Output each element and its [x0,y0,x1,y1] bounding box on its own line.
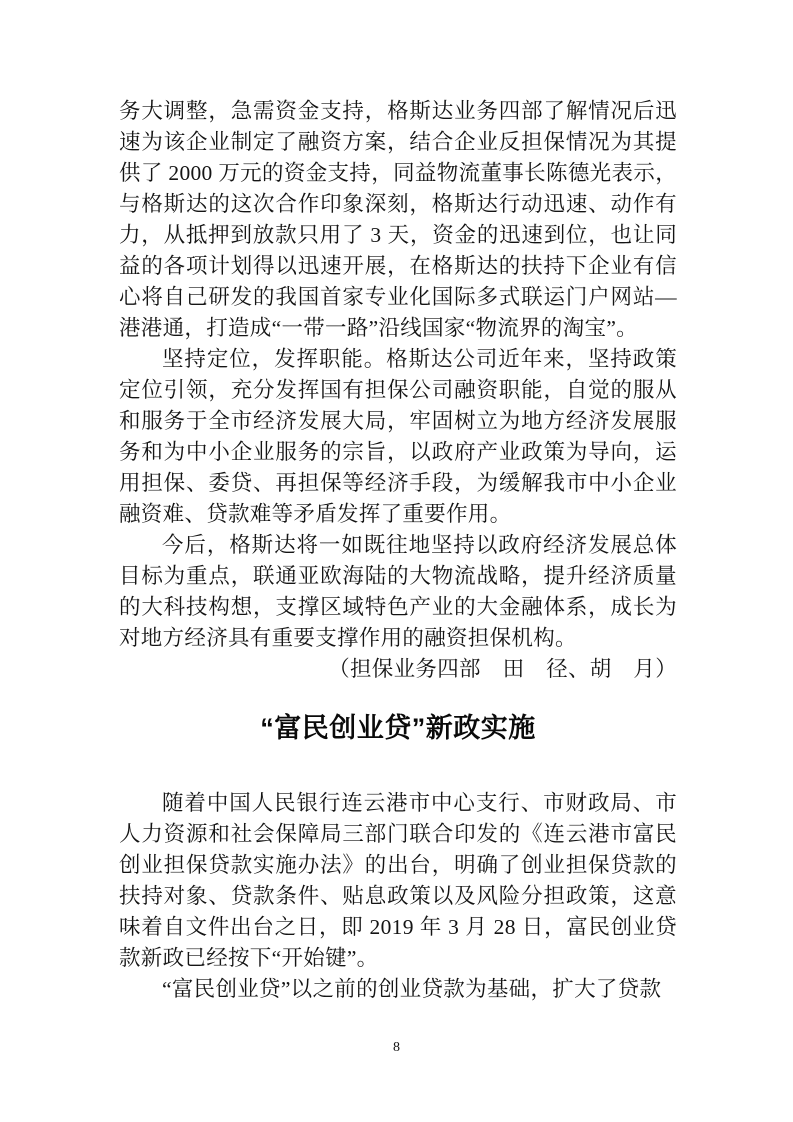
paragraph-continued-2: 坚持定位，发挥职能。格斯达公司近年来，坚持政策定位引领，充分发挥国有担保公司融资职能，自觉的服从和服务于全市经济发展大局，牢固树立为地方经济发展服务和为中小企业服务的宗旨，以政府产业政策为导向，运用担保、委贷、再担保等经济手段，为缓解我市中小企业融资难、贷款难等矛盾发挥了重要作用。 [119,347,677,526]
paragraph-fumin-2: “富民创业贷”以之前的创业贷款为基础，扩大了贷款 [162,977,662,1001]
paragraph-fumin-1: 随着中国人民银行连云港市中心支行、市财政局、市人力资源和社会保障局三部门联合印发的《连云港市富民创业担保贷款实施办法》的出台，明确了创业担保贷款的扶持对象、贷款条件、贴息政策以及风险分担政策，这意味着自文件出台之日，即 2019 年 3 月 28 日，富民创业贷款新政已经按下“开始键”。 [119,791,677,970]
paragraph-continued-3: 今后，格斯达将一如既往地坚持以政府经济发展总体目标为重点，联通亚欧海陆的大物流战略，提升经济质量的大科技构想，支撑区域特色产业的大金融体系，成长为对地方经济具有重要支撑作用的融资担保机构。 [119,533,677,650]
article-byline: （担保业务四部 田 径、胡 月） [328,657,677,681]
page-body [119,96,677,1005]
article-title: “富民创业贷”新政实施 [260,713,536,743]
page-number: 8 [393,1040,400,1055]
paragraph-continued-1: 务大调整，急需资金支持，格斯达业务四部了解情况后迅速为该企业制定了融资方案，结合企业反担保情况为其提供了 2000 万元的资金支持，同益物流董事长陈德光表示，与格斯达的这次合作印象深刻，格斯达行动迅速、动作有力，从抵押到放款只用了 3 天，资金的迅速到位，也让同益的各项计划得以迅速开展，在格斯达的扶持下企业有信心将自己研发的我国首家专业化国际多式联运门户网站—港港通，打造成“一带一路”沿线国家“物流界的淘宝”。 [119,99,677,340]
